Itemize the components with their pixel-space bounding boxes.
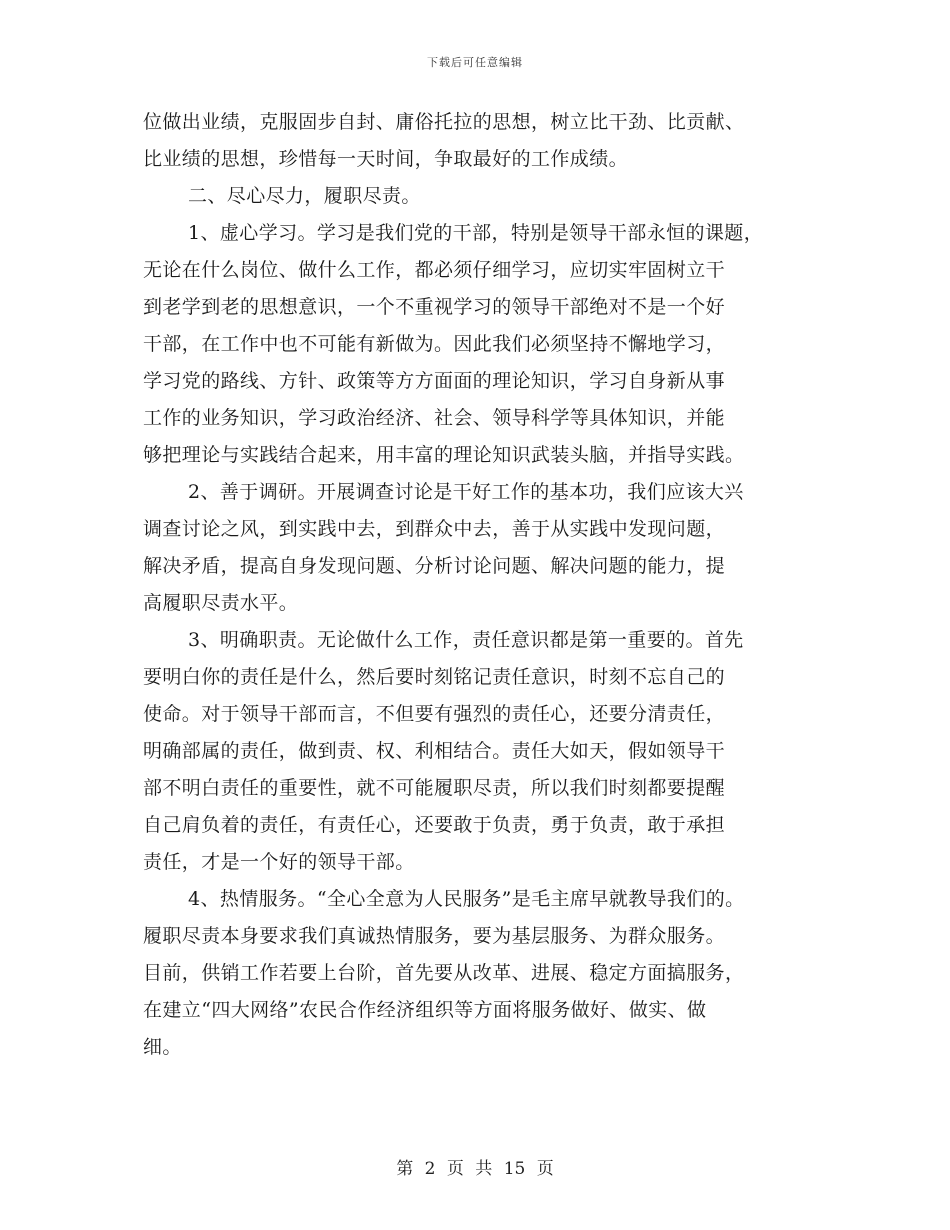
text-line: 自己肩负着的责任，有责任心，还要敢于负责，勇于负责，敢于承担 (143, 814, 726, 836)
text-line: 高履职尽责水平。 (143, 592, 299, 614)
text-line: 使命。对于领导干部而言，不但要有强烈的责任心，还要分清责任， (143, 703, 726, 725)
text-line: 要明白你的责任是什么，然后要时刻铭记责任意识，时刻不忘自己的 (143, 666, 726, 688)
text-line: 在建立“四大网络”农民合作经济组织等方面将服务做好、做实、做 (143, 999, 707, 1021)
text-line: 明确部属的责任，做到责、权、利相结合。责任大如天，假如领导干 (143, 740, 726, 762)
text-line: 解决矛盾，提高自身发现问题、分析讨论问题、解决问题的能力，提 (143, 555, 726, 577)
document-body (143, 104, 823, 1066)
text-line: 部不明白责任的重要性，就不可能履职尽责，所以我们时刻都要提醒 (143, 777, 726, 799)
text-line: 3、明确职责。无论做什么工作，责任意识都是第一重要的。首先 (188, 629, 744, 651)
text-line: 学习党的路线、方针、政策等方方面面的理论知识，学习自身新从事 (143, 370, 726, 392)
text-line: 干部，在工作中也不可能有新做为。因此我们必须坚持不懈地学习， (143, 333, 726, 355)
text-line: 调查讨论之风，到实践中去，到群众中去，善于从实践中发现问题， (143, 518, 726, 540)
text-line: 责任，才是一个好的领导干部。 (143, 851, 415, 873)
text-line: 履职尽责本身要求我们真诚热情服务，要为基层服务、为群众服务。 (143, 925, 726, 947)
page-header: 下载后可任意编辑 (427, 56, 523, 69)
text-line: 4、热情服务。“全心全意为人民服务”是毛主席早就教导我们的。 (188, 888, 745, 910)
page-number: 第 2 页 共 15 页 (396, 1159, 554, 1179)
text-line: 无论在什么岗位、做什么工作，都必须仔细学习，应切实牢固树立干 (143, 259, 726, 281)
text-line: 目前，供销工作若要上台阶，首先要从改革、进展、稳定方面搞服务， (143, 962, 745, 984)
text-line: 工作的业务知识，学习政治经济、社会、领导科学等具体知识，并能 (143, 407, 726, 429)
text-line: 细。 (143, 1036, 182, 1058)
text-line: 比业绩的思想，珍惜每一天时间，争取最好的工作成绩。 (143, 148, 629, 170)
section-heading: 二、尽心尽力，履职尽责。 (188, 185, 421, 207)
text-line: 位做出业绩，克服固步自封、庸俗托拉的思想，树立比干劲、比贡献、 (143, 111, 745, 133)
text-line: 2、善于调研。开展调查讨论是干好工作的基本功，我们应该大兴 (188, 481, 744, 503)
text-line: 够把理论与实践结合起来，用丰富的理论知识武装头脑，并指导实践。 (143, 444, 745, 466)
text-line: 到老学到老的思想意识，一个不重视学习的领导干部绝对不是一个好 (143, 296, 726, 318)
text-line: 1、虚心学习。学习是我们党的干部，特别是领导干部永恒的课题， (188, 222, 764, 244)
